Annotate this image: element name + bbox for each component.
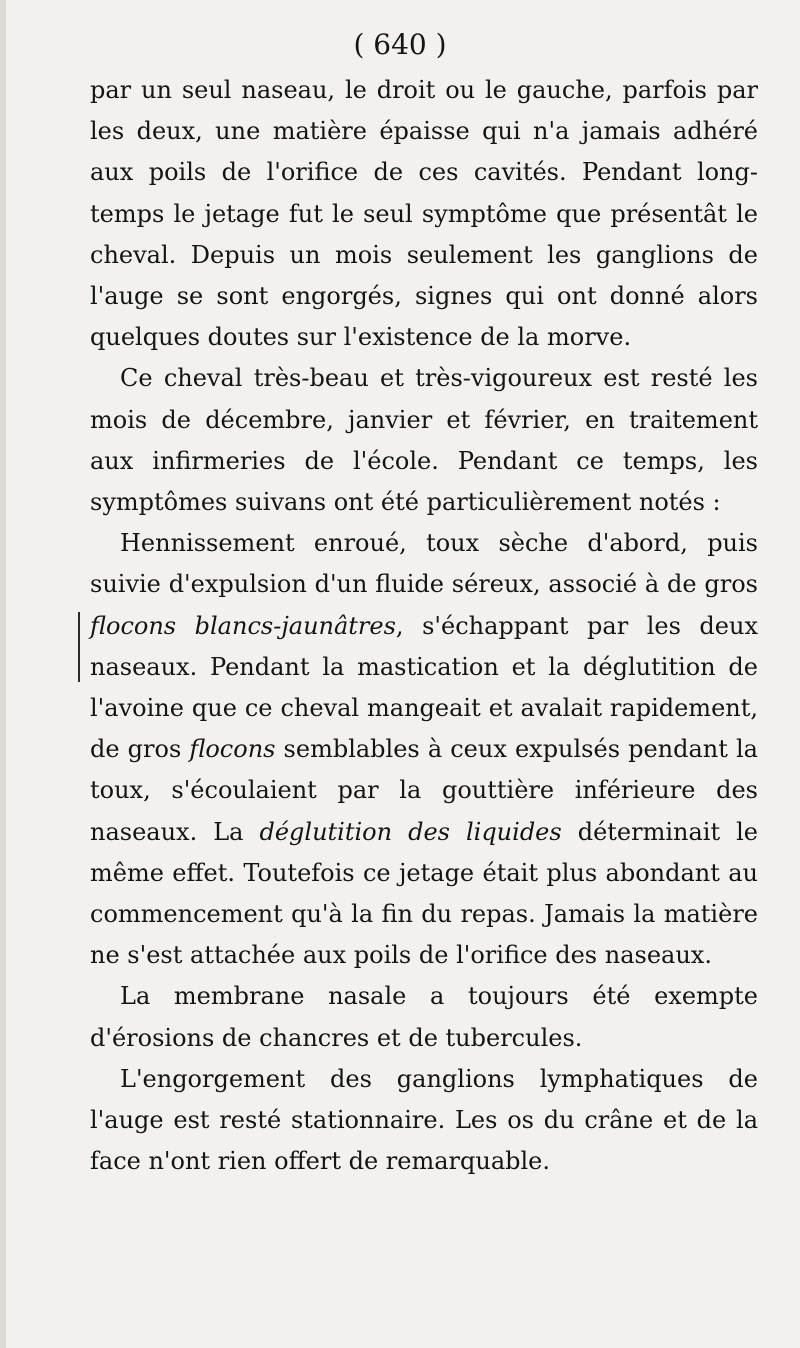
paragraph-5: L'engorgement des ganglions lymphatiques de l'auge est resté stationnaire. Les os du crâne et de la face n'ont rien offert de remarquable. (90, 1064, 758, 1176)
paragraph-3-part-d: déterminait le même effet. Toutefois ce jetage était plus abondant au commencement qu'à la fin du repas. Jamais la matière ne s'est attachée aux poils de l'orifice des naseaux. (90, 817, 758, 970)
paragraph-3-part-c: semblables à ceux expulsés pendant la toux, s'écoulaient par la gouttière inférieure des naseaux. La (90, 735, 758, 846)
paragraph-2: Ce cheval très-beau et très-vigoureux est resté les mois de décembre, janvier et février, en traitement aux infirmeries de l'école. Pendant ce temps, les symptômes suivans ont été particulièrement notés : (90, 364, 758, 517)
paragraph-3 (90, 523, 758, 976)
paragraph-4: La membrane nasale a toujours été exempte d'érosions de chancres et de tubercules. (90, 982, 758, 1052)
page-number: ( 640 ) (353, 28, 447, 61)
paragraph-1: par un seul naseau, le droit ou le gauche, parfois par les deux, une matière épaisse qui n'a jamais adhéré aux poils de l'orifice de ces cavités. Pendant long-temps le jetage fut le seul symptôme que présentât le cheval. Depuis un mois seulement les ganglions de l'auge se sont engorgés, signes qui ont donné alors quelques doutes sur l'existence de la morve. (90, 76, 758, 352)
paragraph-3-italic-2: flocons (189, 735, 276, 764)
paragraph-3-part-b: , s'échappant par les deux naseaux. Pendant la mastication et la déglutition de l'avoine que ce cheval mangeait et avalait rapidement, de gros (90, 611, 758, 764)
body-text (90, 70, 758, 1182)
page-edge (0, 0, 6, 1348)
paragraph-3-part-a: Hennissement enroué, toux sèche d'abord, puis suivie d'expulsion d'un fluide séreux, associé à de gros (90, 529, 758, 599)
paragraph-3-italic-1: flocons blancs-jaunâtres (90, 611, 396, 640)
paragraph-3-italic-3: déglutition des liquides (259, 817, 562, 846)
margin-mark (78, 612, 80, 682)
